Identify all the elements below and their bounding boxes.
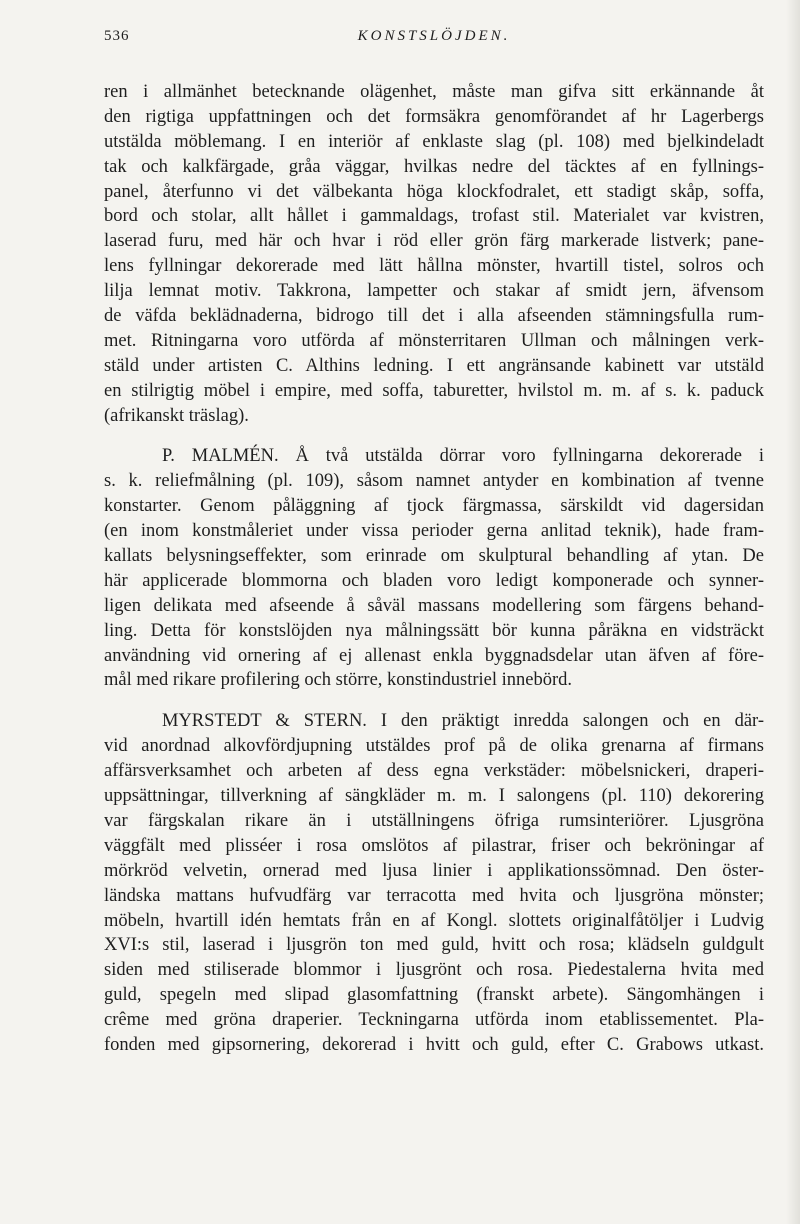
text-line: siden med stiliserade blommor i ljusgrönt och rosa. Piedestalerna hvita med bbox=[104, 960, 764, 981]
text-line: ligen delikata med afseende å såväl massans modellering som färgens behand- bbox=[104, 595, 764, 616]
text-line: crême med gröna draperier. Teckningarna utförda inom etablissementet. Pla- bbox=[104, 1010, 764, 1031]
text-line: mörkröd velvetin, ornerad med ljusa linier i applikationssömnad. Den öster- bbox=[104, 860, 764, 881]
text-line: var färgskalan rikare än i utställningens öfriga rumsinteriörer. Ljusgröna bbox=[104, 810, 764, 831]
text-line: laserad furu, med här och hvar i röd eller grön färg markerade listverk; pane- bbox=[104, 231, 764, 252]
text-line: här applicerade blommorna och bladen voro ledigt komponerade och synner- bbox=[104, 570, 764, 591]
page-edge-shadow bbox=[786, 0, 800, 1224]
paragraph-gap bbox=[104, 428, 764, 444]
text-line: tak och kalkfärgade, gråa väggar, hvilkas nedre del täcktes af en fyllnings- bbox=[104, 156, 764, 177]
text-line: stäld under artisten C. Althins ledning. I ett angränsande kabinett var utstäld bbox=[104, 355, 764, 376]
text-line: ländska mattans hufvudfärg var terracotta med hvita och ljusgröna mönster; bbox=[104, 885, 764, 906]
text-line: met. Ritningarna voro utförda af mönsterritaren Ullman och målningen verk- bbox=[104, 330, 764, 351]
text-line: P. MALMÉN. Å två utstälda dörrar voro fyllningarna dekorerade i bbox=[162, 446, 764, 467]
text-line: utstälda möblemang. I en interiör af enklaste slag (pl. 108) med bjelkindeladt bbox=[104, 131, 764, 152]
paragraph-lagerberg bbox=[104, 80, 764, 428]
text-line: kallats belysningseffekter, som erinrade om skulptural behandling af ytan. De bbox=[104, 546, 764, 567]
text-line: panel, återfunno vi det välbekanta höga klockfodralet, ett stadigt skåp, soffa, bbox=[104, 181, 764, 202]
paragraph-gap bbox=[104, 693, 764, 709]
text-line: möbeln, hvartill idén hemtats från en af Kongl. slottets originalfåtöljer i Ludvig bbox=[104, 910, 764, 931]
text-line: användning vid ornering af ej allenast enkla byggnadsdelar utan äfven af före- bbox=[104, 645, 764, 666]
text-line: (afrikanskt träslag). bbox=[104, 405, 249, 426]
text-line: fonden med gipsornering, dekorerad i hvitt och guld, efter C. Grabows utkast. bbox=[104, 1034, 764, 1055]
text-line: vid anordnad alkovfördjupning utstäldes prof på de olika grenarna af firmans bbox=[104, 736, 764, 757]
text-line: lilja lemnat motiv. Takkrona, lampetter och stakar af smidt jern, äfvensom bbox=[104, 281, 764, 302]
text-line: en stilrigtig möbel i empire, med soffa, taburetter, hvilstol m. m. af s. k. paduck bbox=[104, 380, 764, 401]
text-line: bord och stolar, allt hållet i gammaldags, trofast stil. Materialet var kvistren, bbox=[104, 206, 764, 227]
page-number: 536 bbox=[104, 28, 130, 44]
text-line: (en inom konstmåleriet under vissa perioder gerna anlitad teknik), hade fram- bbox=[104, 521, 764, 542]
paragraph-myrstedt-stern bbox=[104, 709, 764, 1057]
text-line: mål med rikare profilering och större, konstindustriel innebörd. bbox=[104, 670, 573, 691]
text-line: den rigtiga uppfattningen och det formsäkra genomförandet af hr Lagerbergs bbox=[104, 106, 764, 127]
text-line: XVI:s stil, laserad i ljusgrön ton med guld, hvitt och rosa; klädseln guldgult bbox=[104, 935, 764, 956]
text-line: ren i allmänhet betecknande olägenhet, måste man gifva sitt erkännande åt bbox=[104, 82, 764, 102]
text-line: väggfält med plisséer i rosa omslötos af pilastrar, friser och bekröningar af bbox=[104, 835, 764, 856]
text-line: ling. Detta för konstslöjden nya målningssätt bör kunna påräkna en vidsträckt bbox=[104, 620, 764, 641]
text-line: guld, spegeln med slipad glasomfattning (franskt arbete). Sängomhängen i bbox=[104, 985, 764, 1006]
text-line: uppsättningar, tillverkning af sängkläder m. m. I salongens (pl. 110) dekorering bbox=[104, 786, 764, 807]
page-header bbox=[104, 28, 764, 50]
paragraph-malmen bbox=[104, 444, 764, 693]
text-line: affärsverksamhet och arbeten af dess egna verkstäder: möbelsnickeri, draperi- bbox=[104, 761, 764, 782]
text-line: MYRSTEDT & STERN. I den präktigt inredda salongen och en där- bbox=[162, 711, 764, 732]
text-line: konstarter. Genom påläggning af tjock färgmassa, särskildt vid dagersidan bbox=[104, 496, 764, 517]
text-line: lens fyllningar dekorerade med lätt hållna mönster, hvartill tistel, solros och bbox=[104, 256, 764, 277]
text-line: s. k. reliefmålning (pl. 109), såsom namnet antyder en kombination af tvenne bbox=[104, 471, 764, 492]
body-text bbox=[104, 80, 764, 1058]
text-line: de väfda beklädnaderna, bidrogo till det i alla afseenden stämningsfulla rum- bbox=[104, 306, 764, 327]
running-title: KONSTSLÖJDEN. bbox=[357, 28, 511, 44]
